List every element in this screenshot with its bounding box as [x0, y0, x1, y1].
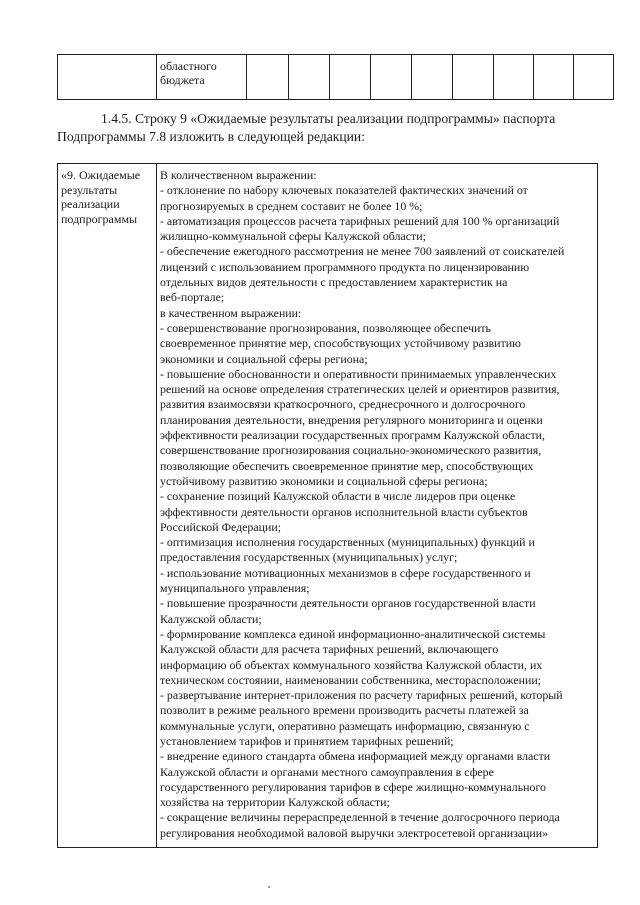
budget-table-fragment	[57, 54, 614, 100]
content-line: решений на основе определения стратегических целей и ориентиров развития,	[160, 382, 560, 397]
scan-dot	[268, 886, 270, 888]
content-line: - отклонение по набору ключевых показателей фактических значений от	[160, 183, 528, 198]
content-line: - автоматизация процессов расчета тарифных решений для 100 % организаций	[160, 213, 560, 228]
content-line: эффективности реализации государственных программ Калужской области,	[160, 428, 545, 443]
content-line: лицензий с использованием программного продукта по лицензированию	[160, 259, 530, 274]
empty-cell	[289, 55, 330, 100]
content-line: жилищно-коммунальной сферы Калужской области;	[160, 229, 426, 244]
content-line: позволит в режиме реального времени производить расчеты платежей за	[160, 703, 529, 718]
empty-cell	[494, 55, 534, 100]
content-line: веб-портале;	[160, 290, 225, 305]
content-line: - формирование комплекса единой информационно-аналитической системы	[160, 626, 546, 641]
row-name-line: подпрограммы	[61, 211, 138, 226]
paragraph-line-text: 1.4.5. Строку 9 «Ожидаемые результаты реализации подпрограммы» паспорта	[101, 111, 556, 126]
content-line: отдельных видов деятельности с предоставлением характеристик на	[160, 275, 508, 290]
content-line: эффективности деятельности органов исполнительной власти субъектов	[160, 504, 528, 519]
content-line: хозяйства на территории Калужской области;	[160, 795, 390, 810]
content-line: устойчивому развитию экономики и социальной сферы региона;	[160, 473, 488, 488]
content-line: Калужской области и органами местного самоуправления в сфере	[160, 764, 494, 779]
content-line: прогнозируемых в среднем составит не более 10 %;	[160, 198, 423, 213]
content-line: позволяющие обеспечить своевременное принятие мер, способствующих	[160, 458, 534, 473]
budget-label-cell	[157, 55, 247, 100]
content-line: В количественном выражении:	[160, 168, 317, 182]
content-line: государственного регулирования тарифов в сфере жилищно-коммунального	[160, 779, 546, 794]
empty-cell	[453, 55, 494, 100]
content-line: в качественном выражении:	[160, 305, 302, 320]
content-line: техническом состоянии, наименовании собственника, месторасположении;	[160, 672, 541, 687]
content-line: - повышение прозрачности деятельности органов государственной власти	[160, 596, 536, 611]
row-name-line: результаты	[61, 182, 118, 197]
budget-label-line: областного	[160, 59, 217, 73]
content-line: своевременное принятие мер, способствующих устойчивому развитию	[160, 336, 521, 351]
content-line: - использование мотивационных механизмов в сфере государственного и	[160, 565, 531, 580]
amendment-paragraph	[57, 110, 605, 146]
budget-label-line: бюджета	[160, 73, 205, 87]
content-line: муниципального управления;	[160, 581, 310, 596]
content-line: развития взаимосвязи краткосрочного, среднесрочного и долгосрочного	[160, 397, 526, 412]
content-line: - оптимизация исполнения государственных (муниципальных) функций и	[160, 535, 535, 550]
content-line: - сокращение величины перераспределенной в течение долгосрочного периода	[160, 810, 560, 825]
content-line: - обеспечение ежегодного рассмотрения не менее 700 заявлений от соискателей	[160, 244, 565, 259]
content-line: информацию об объектах коммунального хозяйства Калужской области, их	[160, 657, 543, 672]
empty-cell	[58, 55, 157, 100]
content-line: - внедрение единого стандарта обмена информацией между органами власти	[160, 749, 551, 764]
content-line: коммунальные услуги, оперативно размещать информацию, связанную с	[160, 718, 530, 733]
content-line: предоставления государственных (муниципальных) услуг;	[160, 550, 458, 565]
row-name-cell	[58, 164, 157, 848]
content-line: - повышение обоснованности и оперативности принимаемых управленческих	[160, 366, 557, 381]
empty-cell	[247, 55, 289, 100]
empty-cell	[574, 55, 614, 100]
content-line: Калужской области;	[160, 611, 262, 626]
table-row	[58, 164, 598, 848]
row-name-line: реализации	[61, 197, 120, 211]
content-line: планирования деятельности, внедрения регулярного мониторинга и оценки	[160, 412, 543, 427]
paragraph-line: Подпрограммы 7.8 изложить в следующей редакции:	[57, 129, 365, 144]
content-line: - сохранение позиций Калужской области в числе лидеров при оценке	[160, 489, 516, 504]
row-content-cell	[157, 164, 598, 848]
empty-cell	[371, 55, 412, 100]
content-line: - развертывание интернет-приложения по расчету тарифных решений, который	[160, 688, 563, 703]
content-line: Российской Федерации;	[160, 519, 282, 534]
row-name-line: «9. Ожидаемые	[61, 168, 141, 182]
content-line: - совершенствование прогнозирования, позволяющее обеспечить	[160, 320, 491, 335]
paragraph-line	[57, 110, 605, 128]
content-line: установлением тарифов и принятием тарифных решений;	[160, 733, 454, 748]
empty-cell	[534, 55, 574, 100]
content-line: экономики и социальной сферы региона;	[160, 351, 368, 366]
content-line: регулирования необходимой валовой выручки электросетевой организации»	[160, 825, 549, 840]
content-line: Калужской области для расчета тарифных решений, включающего	[160, 642, 499, 657]
empty-cell	[330, 55, 371, 100]
empty-cell	[412, 55, 453, 100]
expected-results-table	[57, 163, 598, 848]
content-line: совершенствование прогнозирования социально-экономического развития,	[160, 443, 542, 458]
